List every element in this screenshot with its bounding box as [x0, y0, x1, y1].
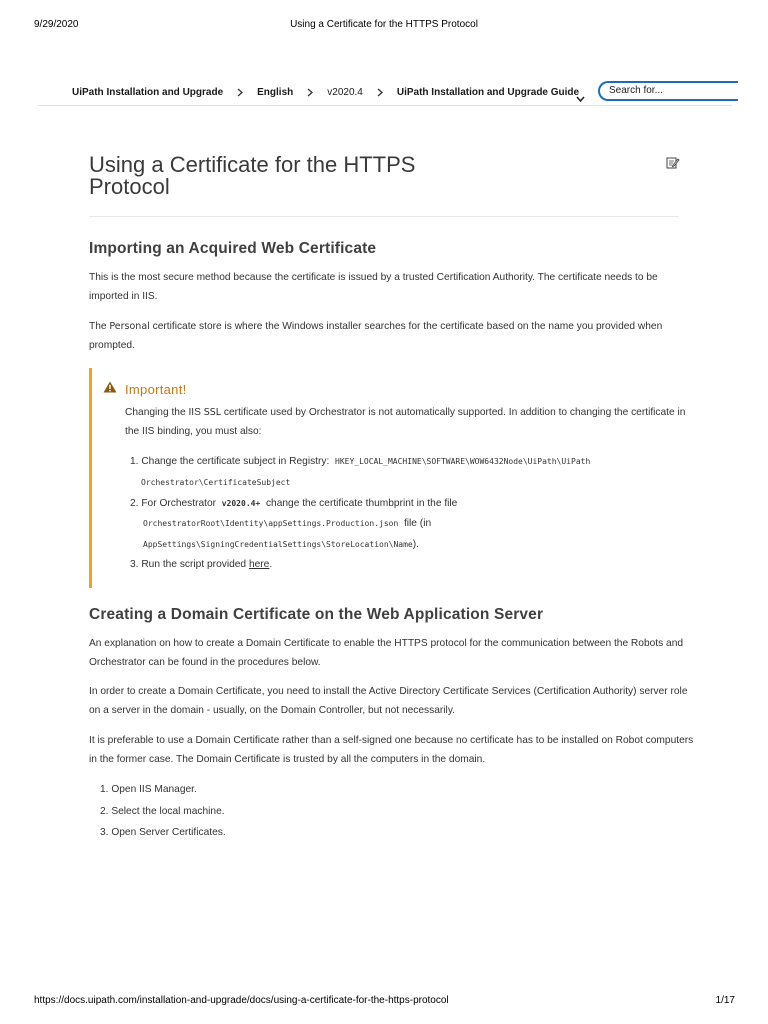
- chevron-right-icon: [237, 88, 243, 97]
- nav-divider: [38, 105, 732, 106]
- callout-text-a: Changing the IIS: [125, 407, 204, 418]
- section1-paragraph-2: [89, 317, 697, 355]
- search-input[interactable]: Search for...: [598, 81, 738, 101]
- procedure-list: [100, 779, 226, 844]
- callout-text-b: certificate used by Orchestrator is not automatically supported. In addition to changing the certificate in the IIS binding, you must also:: [125, 407, 686, 437]
- para2-prefix: The: [89, 321, 110, 332]
- para2-suffix: certificate store is where the Windows installer searches for the certificate based on the name you provided when prompted.: [89, 321, 663, 351]
- chevron-right-icon: [307, 88, 313, 97]
- breadcrumb: [72, 85, 579, 99]
- warning-icon: [103, 380, 117, 398]
- breadcrumb-item-language[interactable]: English: [257, 86, 294, 98]
- step2-text-c: file (in: [403, 518, 432, 529]
- personal-term: Personal: [109, 321, 150, 332]
- ssl-term: SSL: [203, 407, 222, 418]
- list-item: 1. Open IIS Manager.: [100, 784, 197, 795]
- registry-key-code: Orchestrator\CertificateSubject: [141, 478, 291, 487]
- print-url: https://docs.uipath.com/installation-and-upgrade/docs/using-a-certificate-for-the-https-protocol: [34, 995, 449, 1006]
- section-heading-domain: Creating a Domain Certificate on the Web Application Server: [89, 606, 544, 623]
- list-item: 3. Open Server Certificates.: [100, 827, 226, 838]
- registry-path-code: HKEY_LOCAL_MACHINE\SOFTWARE\WOW6432Node\UiPath\UiPath: [335, 457, 591, 466]
- chevron-right-icon: [377, 88, 383, 97]
- callout-text: [125, 403, 695, 441]
- callout-step-2-cont: [143, 514, 431, 533]
- callout-step-3: [130, 555, 272, 574]
- step1-text: 1. Change the certificate subject in Registry:: [130, 456, 330, 467]
- callout-step-2-cont2: [143, 535, 419, 554]
- step2-text-d: ).: [412, 539, 419, 550]
- print-page-number: 1/17: [715, 995, 735, 1006]
- step3-text: 3. Run the script provided: [130, 559, 247, 570]
- settings-path-code: AppSettings\SigningCredentialSettings\StoreLocation\Name: [143, 540, 413, 549]
- section2-paragraph-1: An explanation on how to create a Domain Certificate to enable the HTTPS protocol for the communication between the Robots and Orchestrator can be found in the procedures below.: [89, 638, 684, 668]
- section2-paragraph-3: It is preferable to use a Domain Certificate rather than a self-signed one because no certificate has to be installed on Robot computers in the former case. The Domain Certificate is trusted by all the computers in the domain.: [89, 735, 694, 765]
- print-date: 9/29/2020: [34, 19, 79, 30]
- breadcrumb-item-version[interactable]: v2020.4: [327, 86, 363, 98]
- step2-text-b: change the certificate thumbprint in the file: [265, 498, 458, 509]
- list-item: 2. Select the local machine.: [100, 805, 225, 817]
- section-heading-import: Importing an Acquired Web Certificate: [89, 240, 377, 257]
- step2-text-a: 2. For Orchestrator: [130, 498, 217, 509]
- callout-header: [103, 380, 187, 398]
- section2-paragraph-2: In order to create a Domain Certificate, you need to install the Active Directory Certificate Services (Certification Authority) server role on a server in the domain - usually, on the Domain Controller, but not necessarily.: [89, 686, 688, 716]
- callout-step-1: [130, 452, 590, 471]
- callout-step-2: [130, 494, 457, 513]
- callout-title: Important!: [125, 381, 187, 397]
- step3-end: .: [269, 559, 273, 570]
- breadcrumb-item-guide[interactable]: UiPath Installation and Upgrade Guide: [396, 86, 580, 98]
- callout-step-1-cont: [141, 473, 290, 492]
- edit-icon[interactable]: [666, 156, 680, 174]
- breadcrumb-item-installation[interactable]: UiPath Installation and Upgrade: [72, 86, 224, 98]
- print-title: Using a Certificate for the HTTPS Protocol: [290, 19, 478, 30]
- title-divider: [89, 216, 679, 217]
- page-title: Using a Certificate for the HTTPS Protocol: [89, 152, 416, 199]
- settings-file-code: OrchestratorRoot\Identity\appSettings.Production.json: [143, 519, 399, 528]
- script-link[interactable]: here: [248, 559, 270, 570]
- section1-paragraph-1: This is the most secure method because the certificate is issued by a trusted Certification Authority. The certificate needs to be imported in IIS.: [89, 272, 658, 302]
- version-code: v2020.4+: [221, 499, 261, 508]
- callout-border: [89, 368, 92, 588]
